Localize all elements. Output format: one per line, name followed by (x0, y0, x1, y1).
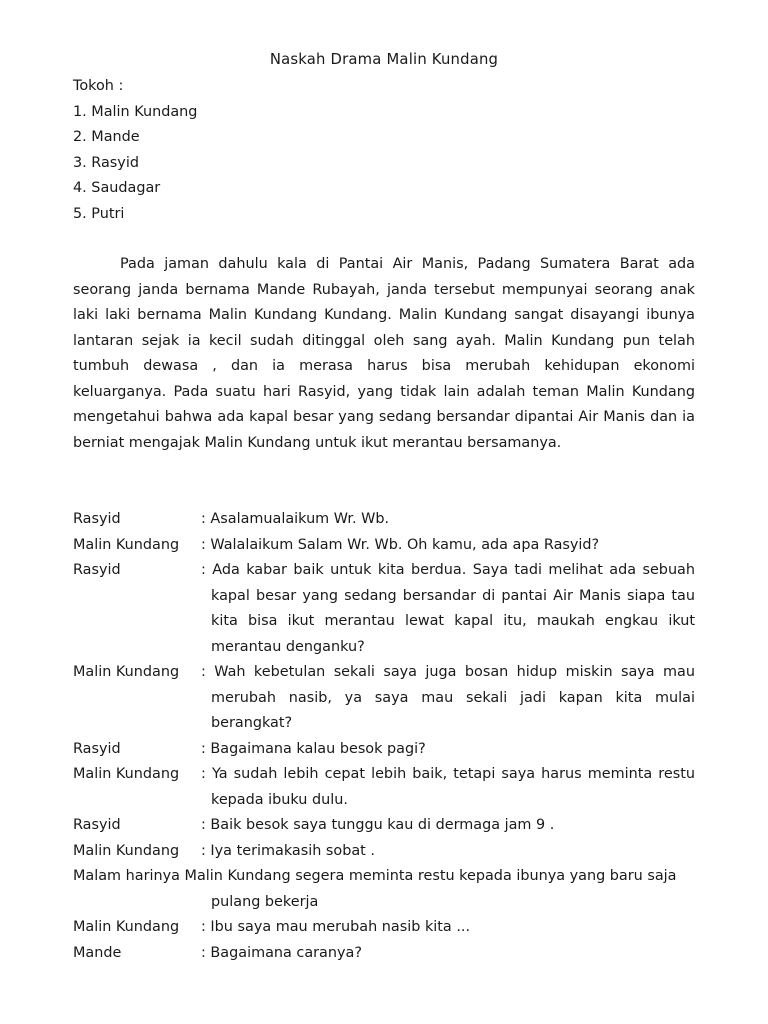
dialogue-line: : Asalamualaikum Wr. Wb. (201, 511, 390, 527)
speaker-name: Malin Kundang (73, 536, 180, 553)
dialogue-line: : Ya sudah lebih cepat lebih baik, tetapi saya harus meminta restu kepada ibuku dulu. (201, 766, 695, 808)
dialogue-row (73, 558, 695, 660)
cast-item: 2. Mande (73, 129, 140, 145)
dialogue-line: : Iya terimakasih sobat . (201, 842, 375, 859)
cast-item: 5. Putri (73, 205, 125, 222)
speaker-name: Rasyid (73, 562, 121, 578)
dialogue-row (73, 660, 695, 737)
speaker-name: Malin Kundang (73, 842, 180, 859)
narration-line: Malam harinya Malin Kundang segera meminta restu kepada ibunya yang baru saja pulang bekerja (73, 868, 677, 910)
intro-paragraph: Pada jaman dahulu kala di Pantai Air Manis, Padang Sumatera Barat ada seorang janda bernama Mande Rubayah, janda tersebut mempunyai seorang anak laki laki bernama Malin Kundang Kundang. Malin Kundang sangat disayangi ibunya lantaran sejak ia kecil sudah ditinggal oleh sang ayah. Malin Kundang pun telah tumbuh dewasa , dan ia merasa harus bisa merubah kehidupan ekonomi keluarganya. Pada suatu hari Rasyid, yang tidak lain adalah teman Malin Kundang mengetahui bahwa ada kapal besar yang sedang bersandar dipantai Air Manis dan ia berniat mengajak Malin Kundang untuk ikut merantau bersamanya. (73, 256, 695, 451)
dialogue-row (73, 813, 695, 839)
speaker-name: Mande (73, 944, 122, 961)
dialogue-row (73, 533, 695, 559)
dialogue-line: : Walalaikum Salam Wr. Wb. Oh kamu, ada apa Rasyid? (201, 536, 600, 553)
cast-item: 1. Malin Kundang (73, 103, 198, 120)
speaker-name: Rasyid (73, 740, 121, 757)
dialogue-row (73, 762, 695, 813)
speaker-name: Malin Kundang (73, 766, 180, 782)
dialogue-line: : Wah kebetulan sekali saya juga bosan hidup miskin saya mau merubah nasib, ya saya mau sekali jadi kapan kita mulai berangkat? (201, 664, 695, 731)
document-title: Naskah Drama Malin Kundang (269, 51, 499, 68)
speaker-name: Rasyid (73, 817, 121, 833)
dialogue-row (73, 941, 695, 967)
cast-item: 3. Rasyid (73, 154, 139, 171)
dialogue-row (73, 839, 695, 865)
speaker-name: Rasyid (73, 511, 121, 527)
cast-item: 4. Saudagar (73, 180, 161, 196)
speaker-name: Malin Kundang (73, 664, 180, 680)
dialogue-line: : Bagaimana caranya? (201, 944, 362, 961)
dialogue-row (73, 507, 695, 533)
dialogue-row (73, 915, 695, 941)
cast-list (73, 74, 197, 227)
dialogue-line: : Baik besok saya tunggu kau di dermaga jam 9 . (201, 817, 555, 833)
dialogue-line: : Ibu saya mau merubah nasib kita ... (201, 919, 471, 935)
speaker-name: Malin Kundang (73, 919, 180, 935)
dialogue-line: : Ada kabar baik untuk kita berdua. Saya tadi melihat ada sebuah kapal besar yang sedang bersandar di pantai Air Manis siapa tau kita bisa ikut merantau lewat kapal itu, maukah engkau ikut merantau denganku? (201, 562, 695, 655)
dialogue-line: : Bagaimana kalau besok pagi? (201, 740, 426, 757)
dialogue-section (73, 507, 695, 966)
dialogue-row (73, 737, 695, 763)
cast-heading: Tokoh : (73, 78, 124, 94)
